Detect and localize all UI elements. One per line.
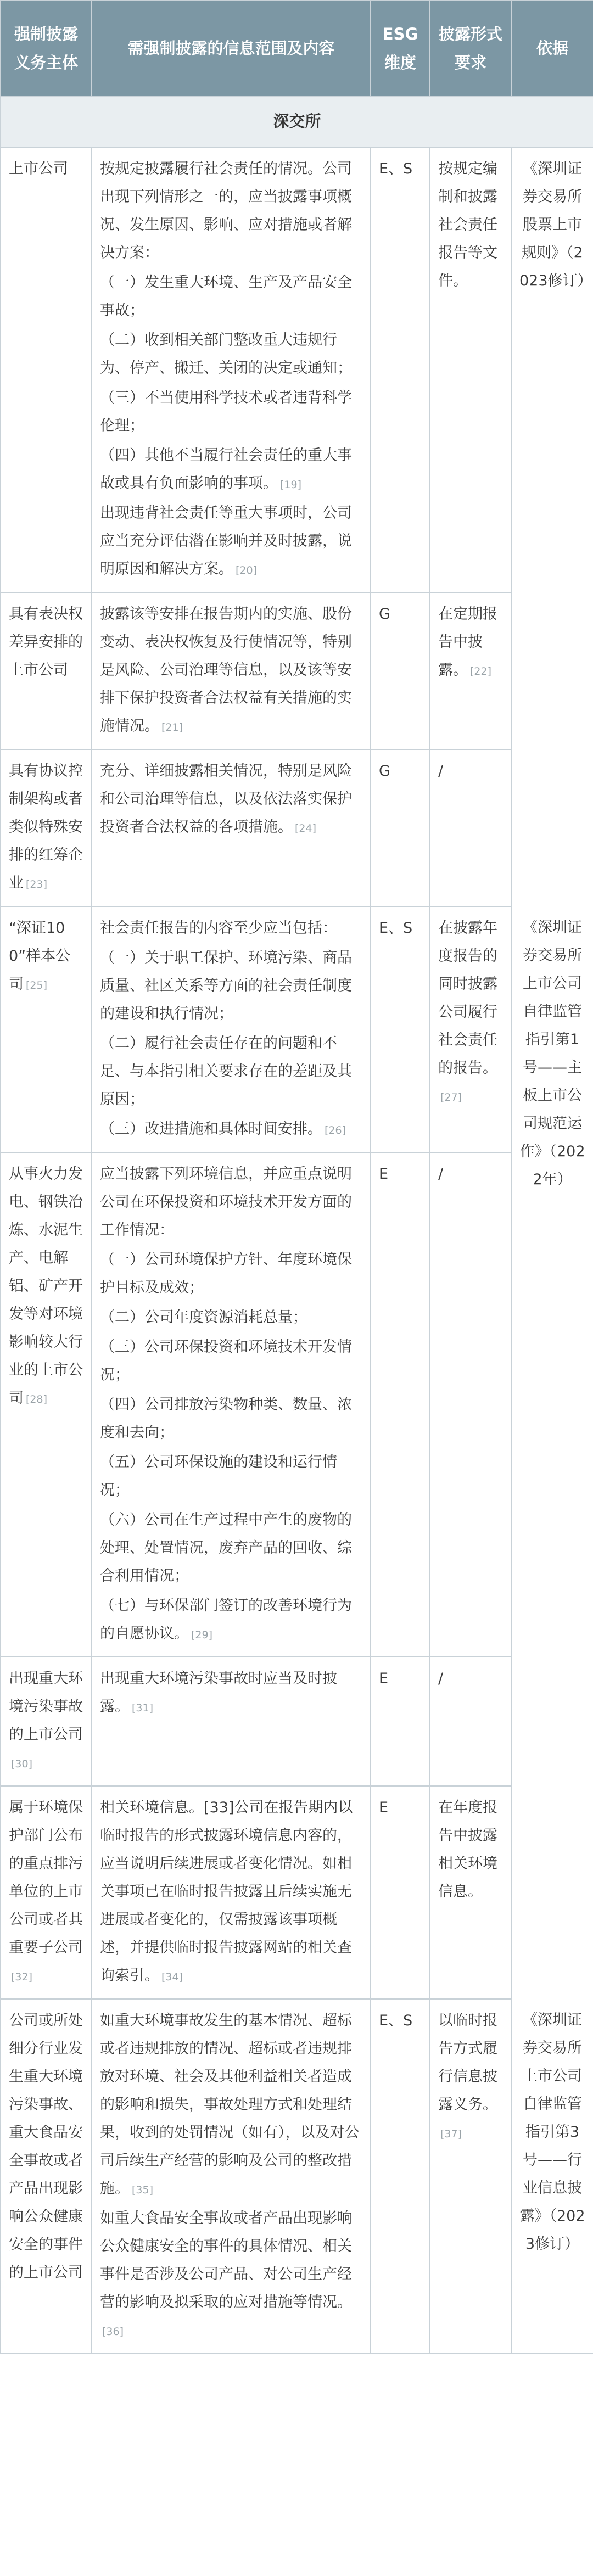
- subject-cell: “深证100”样本公司 [25]: [1, 906, 92, 1152]
- table-row: [1, 592, 593, 749]
- table-row: [1, 1999, 593, 2354]
- basis-cell: 《深圳证券交易所上市公司自律监管指引第3号——行业信息披露》（2023修订）: [511, 1999, 593, 2354]
- header-basis: 依据: [511, 1, 593, 96]
- subject-cell: 上市公司: [1, 147, 92, 592]
- esg-cell: E、S: [371, 1999, 430, 2354]
- section-row: [1, 96, 593, 147]
- content-cell: 披露该等安排在报告期内的实施、股份变动、表决权恢复及行使情况等，特别是风险、公司治理等信息，以及该等安排下保护投资者合法权益有关措施的实施情况。 [21]: [92, 592, 371, 749]
- basis-cell: 《深圳证券交易所上市公司自律监管指引第1号——主板上市公司规范运作》（2022年）: [511, 906, 593, 1999]
- form-cell: 以临时报告方式履行信息披露义务。[37]: [430, 1999, 511, 2354]
- header-form: 披露形式要求: [430, 1, 511, 96]
- esg-cell: G: [371, 749, 430, 906]
- table-header-row: [1, 1, 593, 96]
- esg-cell: E: [371, 1152, 430, 1657]
- table-row: [1, 1657, 593, 1786]
- esg-cell: E、S: [371, 147, 430, 592]
- form-cell: 在定期报告中披露。 [22]: [430, 592, 511, 749]
- subject-cell: 出现重大环境污染事故的上市公司[30]: [1, 1657, 92, 1786]
- subject-cell: 属于环境保护部门公布的重点排污单位的上市公司或者其重要子公司[32]: [1, 1786, 92, 1999]
- content-cell: 如重大环境事故发生的基本情况、超标或者违规排放的情况、超标或者违规排放对环境、社会及其他利益相关者造成的影响和损失，事故处理方式和处理结果，收到的处罚情况（如有），以及对公司后续生产经营的影响及公司的整改措施。 [35] 如重大食品安全事故或者产品出现影响公众健康安全的事件的具体情况、相关事件是否涉及公司产品、对公司生产经营的影响及拟采取的应对措施等情况。[36]: [92, 1999, 371, 2354]
- esg-cell: G: [371, 592, 430, 749]
- form-cell: 在年度报告中披露相关环境信息。: [430, 1786, 511, 1999]
- table-row: [1, 1786, 593, 1999]
- subject-cell: 具有协议控制架构或者类似特殊安排的红筹企业 [23]: [1, 749, 92, 906]
- content-cell: 社会责任报告的内容至少应当包括： （一）关于职工保护、环境污染、商品质量、社区关系等方面的社会责任制度的建设和执行情况； （二）履行社会责任存在的问题和不足、与本指引相关要求存在的差距及其原因； （三）改进措施和具体时间安排。 [26]: [92, 906, 371, 1152]
- basis-cell: 《深圳证券交易所股票上市规则》（2023修订）: [511, 147, 593, 906]
- table-row: [1, 147, 593, 592]
- header-esg: ESG维度: [371, 1, 430, 96]
- section-title: 深交所: [1, 96, 593, 147]
- esg-cell: E: [371, 1786, 430, 1999]
- table-row: [1, 906, 593, 1152]
- esg-cell: E、S: [371, 906, 430, 1152]
- subject-cell: 具有表决权差异安排的上市公司: [1, 592, 92, 749]
- form-cell: /: [430, 749, 511, 906]
- table-row: [1, 1152, 593, 1657]
- form-cell: 在披露年度报告的同时披露公司履行社会责任的报告。[27]: [430, 906, 511, 1152]
- content-cell: 按规定披露履行社会责任的情况。公司出现下列情形之一的，应当披露事项概况、发生原因、影响、应对措施或者解决方案： （一）发生重大环境、生产及产品安全事故； （二）收到相关部门整改重大违规行为、停产、搬迁、关闭的决定或通知； （三）不当使用科学技术或者违背科学伦理； （四）其他不当履行社会责任的重大事故或具有负面影响的事项。 [19] 出现违背社会责任等重大事项时，公司应当充分评估潜在影响并及时披露，说明原因和解决方案。 [20]: [92, 147, 371, 592]
- subject-cell: 从事火力发电、钢铁冶炼、水泥生产、电解铝、矿产开发等对环境影响较大行业的上市公司 [28]: [1, 1152, 92, 1657]
- header-subject: 强制披露义务主体: [1, 1, 92, 96]
- header-content: 需强制披露的信息范围及内容: [92, 1, 371, 96]
- table-row: [1, 749, 593, 906]
- content-cell: 出现重大环境污染事故时应当及时披露。 [31]: [92, 1657, 371, 1786]
- form-cell: /: [430, 1152, 511, 1657]
- content-cell: 充分、详细披露相关情况，特别是风险和公司治理等信息，以及依法落实保护投资者合法权益的各项措施。 [24]: [92, 749, 371, 906]
- form-cell: 按规定编制和披露社会责任报告等文件。: [430, 147, 511, 592]
- esg-cell: E: [371, 1657, 430, 1786]
- content-cell: 应当披露下列环境信息，并应重点说明公司在环保投资和环境技术开发方面的工作情况： （一）公司环境保护方针、年度环境保护目标及成效； （二）公司年度资源消耗总量； （三）公司环保投资和环境技术开发情况； （四）公司排放污染物种类、数量、浓度和去向； （五）公司环保设施的建设和运行情况； （六）公司在生产过程中产生的废物的处理、处置情况，废弃产品的回收、综合利用情况； （七）与环保部门签订的改善环境行为的自愿协议。 [29]: [92, 1152, 371, 1657]
- form-cell: /: [430, 1657, 511, 1786]
- content-cell: 相关环境信息。[33]公司在报告期内以临时报告的形式披露环境信息内容的，应当说明后续进展或者变化情况。如相关事项已在临时报告披露且后续实施无进展或者变化的，仅需披露该事项概述，并提供临时报告披露网站的相关查询索引。 [34]: [92, 1786, 371, 1999]
- subject-cell: 公司或所处细分行业发生重大环境污染事故、重大食品安全事故或者产品出现影响公众健康安全的事件的上市公司: [1, 1999, 92, 2354]
